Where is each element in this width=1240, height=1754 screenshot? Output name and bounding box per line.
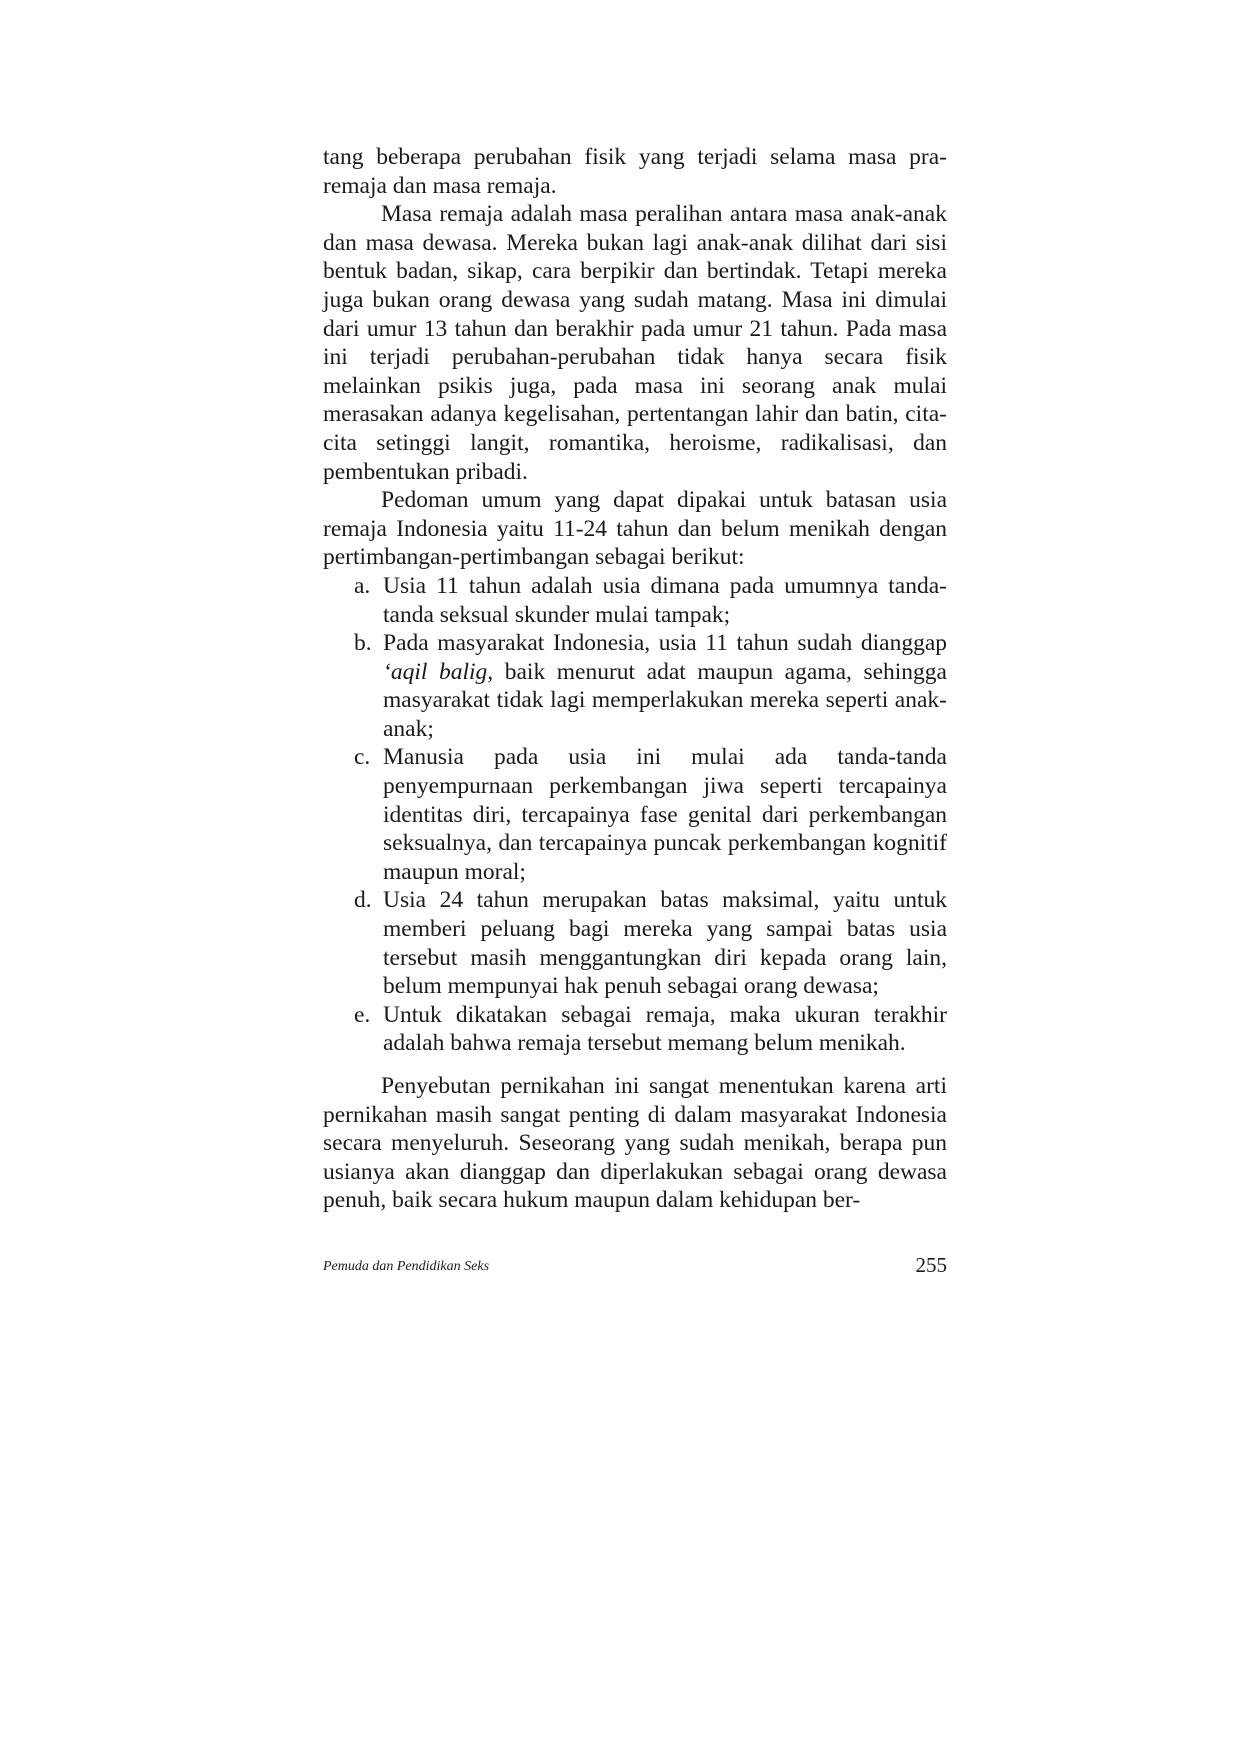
list-item — [323, 572, 947, 629]
list-item — [323, 1001, 947, 1058]
paragraph-pedoman-umum: Pedoman umum yang dapat dipakai untuk batasan usia remaja Indonesia yaitu 11-24 tahun dan belum menikah dengan pertimbangan-pertimbangan sebagai berikut: — [323, 487, 947, 571]
paragraph-masa-remaja: Masa remaja adalah masa peralihan antara masa anak-anak dan masa dewasa. Mereka bukan lagi anak-anak dilihat dari sisi bentuk badan, sikap, cara berpikir dan bertindak. Tetapi mereka juga bukan orang dewasa yang sudah matang. Masa ini dimulai dari umur 13 tahun dan berakhir pada umur 21 tahun. Pada masa ini terjadi perubahan-perubahan tidak hanya secara fisik melainkan psikis juga, pada masa ini seorang anak mulai merasakan adanya kegelisahan, pertentangan lahir dan batin, cita-cita setinggi langit, romantika, heroisme, radikalisasi, dan pembentukan pribadi. — [323, 201, 947, 485]
list-marker: b. — [354, 630, 372, 657]
footer-book-title: Pemuda dan Pendidikan Seks — [323, 1259, 490, 1274]
paragraph-penyebutan-pernikahan: Penyebutan pernikahan ini sangat menentukan karena arti pernikahan masih sangat penting di dalam masyarakat Indonesia secara menyeluruh. Seseorang yang sudah menikah, berapa pun usianya akan dianggap dan diperlakukan sebagai orang dewasa penuh, baik secara hukum maupun dalam kehidupan ber- — [323, 1073, 947, 1214]
page-number: 255 — [915, 1253, 947, 1277]
page-body — [323, 143, 947, 1215]
list-marker: c. — [354, 744, 371, 771]
list-item-text: Manusia pada usia ini mulai ada tanda-tanda penyempurnaan perkembangan jiwa seperti tercapainya identitas diri, tercapainya fase genital dari perkembangan seksualnya, dan tercapainya puncak perkembangan kognitif maupun moral; — [383, 744, 947, 885]
list-item — [323, 629, 947, 743]
list-item-text: Usia 11 tahun adalah usia dimana pada umumnya tanda-tanda seksual skunder mulai tampak; — [383, 572, 947, 628]
list-marker: d. — [354, 887, 372, 914]
list-item-text: Untuk dikatakan sebagai remaja, maka ukuran terakhir adalah bahwa remaja tersebut memang belum menikah. — [383, 1001, 947, 1057]
page-footer — [323, 1252, 947, 1282]
italic-term: ‘aqil balig, — [383, 658, 494, 685]
list-item-text: Usia 24 tahun merupakan batas maksimal, yaitu untuk memberi peluang bagi mereka yang sampai batas usia tersebut masih menggantungkan diri kepada orang lain, belum mempunyai hak penuh sebagai orang dewasa; — [383, 887, 947, 1000]
list-item-text: Pada masyarakat Indonesia, usia 11 tahun sudah dianggap — [383, 630, 947, 657]
list-item — [323, 743, 947, 886]
list-marker: a. — [354, 572, 371, 599]
paragraph-continuation: tang beberapa perubahan fisik yang terjadi selama masa pra-remaja dan masa remaja. — [323, 144, 947, 199]
criteria-list — [323, 572, 947, 1058]
list-marker: e. — [354, 1001, 371, 1028]
list-item-text: baik menurut adat maupun agama, sehingga masyarakat tidak lagi memperlakukan mereka seperti anak-anak; — [383, 658, 947, 742]
list-item — [323, 886, 947, 1000]
